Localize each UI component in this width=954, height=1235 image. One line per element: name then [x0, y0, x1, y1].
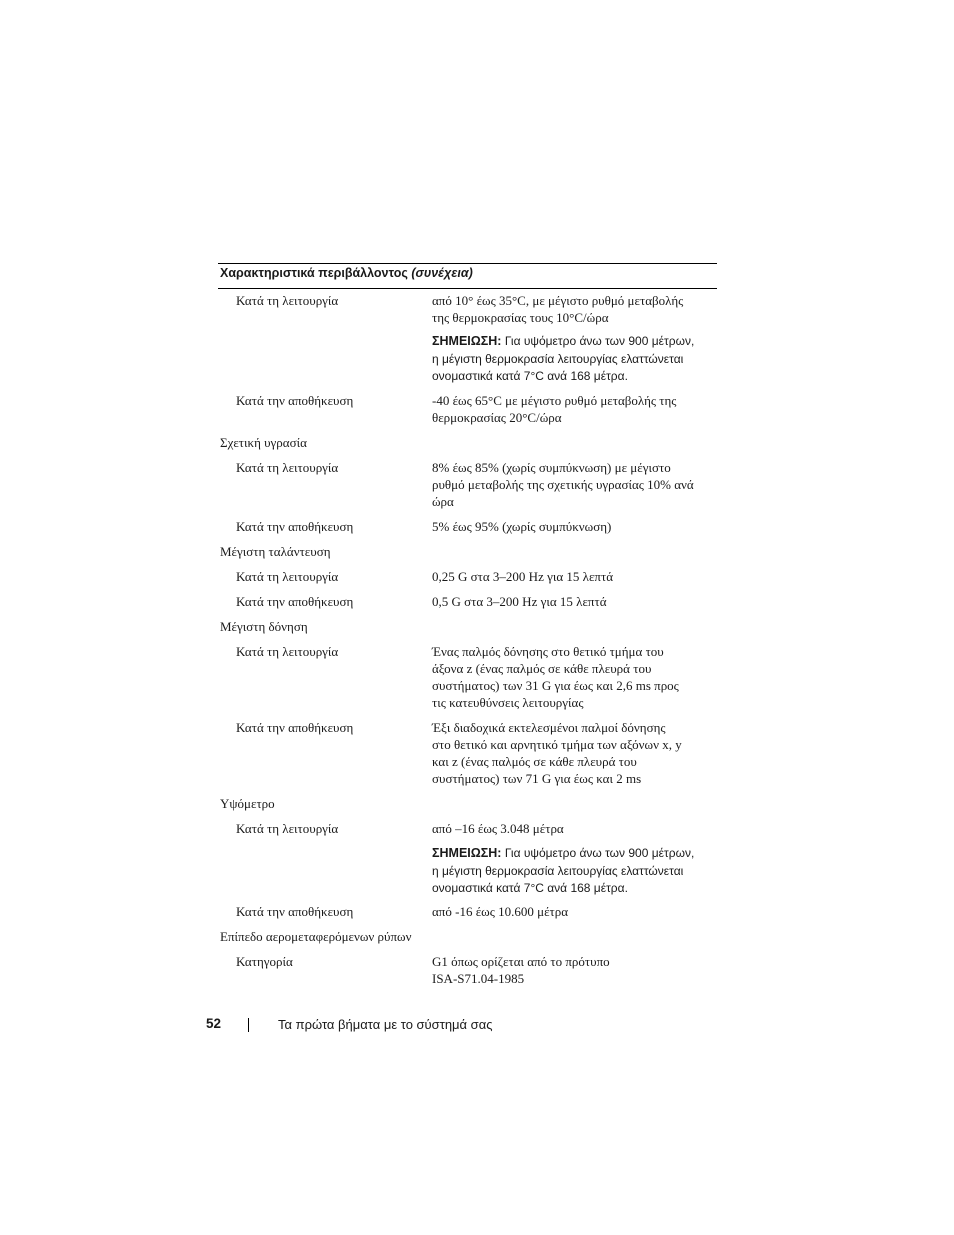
row-label: Κατά την αποθήκευση — [236, 594, 354, 609]
row-label: Κατά την αποθήκευση — [236, 720, 354, 735]
row-value-line: ρυθμό μεταβολής της σχετικής υγρασίας 10% ανά — [432, 477, 694, 492]
row-value-line: G1 όπως ορίζεται από το πρότυπο — [432, 954, 610, 969]
row-value-line: συστήματος) των 31 G για έως και 2,6 ms προς — [432, 678, 679, 693]
row-value-line: άξονα z (ένας παλμός σε κάθε πλευρά του — [432, 661, 652, 676]
row-label: Κατά τη λειτουργία — [236, 644, 339, 659]
row-value-line: ISA-S71.04-1985 — [432, 971, 525, 986]
table-header-rule — [218, 288, 717, 289]
row-value-line: 0,25 G στα 3–200 Hz για 15 λεπτά — [432, 569, 614, 584]
note — [432, 845, 722, 898]
page-number: 52 — [206, 1016, 222, 1031]
row-value-line: 0,5 G στα 3–200 Hz για 15 λεπτά — [432, 594, 607, 609]
section-heading: Σχετική υγρασία — [220, 435, 307, 450]
row-value-line: -40 έως 65°C με μέγιστο ρυθμό μεταβολής της — [432, 393, 677, 408]
section-heading: Υψόμετρο — [220, 796, 275, 811]
row-value-line: στο θετικό και αρνητικό τμήμα των αξόνων x, y — [432, 737, 682, 752]
section-heading: Επίπεδο αερομεταφερόμενων ρύπων — [220, 929, 412, 944]
row-value-line: Έξι διαδοχικά εκτελεσμένοι παλμοί δόνησης — [432, 720, 666, 735]
row-label: Κατά τη λειτουργία — [236, 569, 339, 584]
row-value — [432, 903, 718, 920]
note-text-line: ονομαστικά κατά 7°C ανά 168 μέτρα. — [432, 369, 628, 383]
row-value-line: και z (ένας παλμός σε κάθε πλευρά του — [432, 754, 637, 769]
row-value-line: Ένας παλμός δόνησης στο θετικό τμήμα του — [432, 644, 664, 659]
row-value-line: 5% έως 95% (χωρίς συμπύκνωση) — [432, 519, 612, 534]
section-heading: Μέγιστη δόνηση — [220, 619, 308, 634]
row-value — [432, 568, 718, 585]
note-text-line: η μέγιστη θερμοκρασία λειτουργίας ελαττώνεται — [432, 351, 684, 366]
row-value-line: από –16 έως 3.048 μέτρα — [432, 821, 564, 836]
row-value-line: ώρα — [432, 494, 454, 509]
footer-separator — [248, 1018, 249, 1032]
row-label: Κατά την αποθήκευση — [236, 393, 354, 408]
row-value-line: τις κατευθύνσεις λειτουργίας — [432, 695, 584, 710]
note-label: ΣΗΜΕΙΩΣΗ: — [432, 846, 502, 860]
note-text-line: ονομαστικά κατά 7°C ανά 168 μέτρα. — [432, 881, 628, 895]
footer-chapter-title: Τα πρώτα βήματα με το σύστημά σας — [278, 1017, 493, 1032]
row-label: Κατά την αποθήκευση — [236, 904, 354, 919]
row-value-line: της θερμοκρασίας τους 10°C/ώρα — [432, 310, 609, 325]
row-value — [432, 593, 718, 610]
table-title-continued: (συνέχεια) — [411, 266, 473, 280]
note-label: ΣΗΜΕΙΩΣΗ: — [432, 334, 502, 348]
row-value — [432, 719, 718, 787]
row-value — [432, 953, 718, 987]
note-text-line: η μέγιστη θερμοκρασία λειτουργίας ελαττώνεται — [432, 863, 684, 878]
table-title-text: Χαρακτηριστικά περιβάλλοντος — [220, 266, 408, 280]
row-label: Κατά τη λειτουργία — [236, 293, 339, 308]
row-label: Κατά τη λειτουργία — [236, 460, 339, 475]
row-label: Κατά τη λειτουργία — [236, 821, 339, 836]
note-text-line: Για υψόμετρο άνω των 900 μέτρων, — [504, 846, 695, 860]
note — [432, 333, 722, 386]
row-value — [432, 292, 718, 326]
row-value — [432, 820, 718, 837]
row-value — [432, 392, 718, 426]
row-value — [432, 459, 718, 510]
table-top-rule — [218, 263, 717, 264]
row-label: Κατηγορία — [236, 954, 293, 969]
row-value-line: συστήματος) των 71 G για έως και 2 ms — [432, 771, 642, 786]
row-label: Κατά την αποθήκευση — [236, 519, 354, 534]
page-footer — [0, 1016, 954, 1036]
row-value-line: 8% έως 85% (χωρίς συμπύκνωση) με μέγιστο — [432, 460, 671, 475]
section-heading: Μέγιστη ταλάντευση — [220, 544, 331, 559]
row-value — [432, 643, 718, 711]
row-value-line: από -16 έως 10.600 μέτρα — [432, 904, 569, 919]
table-title — [220, 266, 716, 280]
note-text-line: Για υψόμετρο άνω των 900 μέτρων, — [504, 334, 695, 348]
row-value-line: από 10° έως 35°C, με μέγιστο ρυθμό μεταβολής — [432, 293, 684, 308]
row-value — [432, 518, 718, 535]
row-value-line: θερμοκρασίας 20°C/ώρα — [432, 410, 562, 425]
